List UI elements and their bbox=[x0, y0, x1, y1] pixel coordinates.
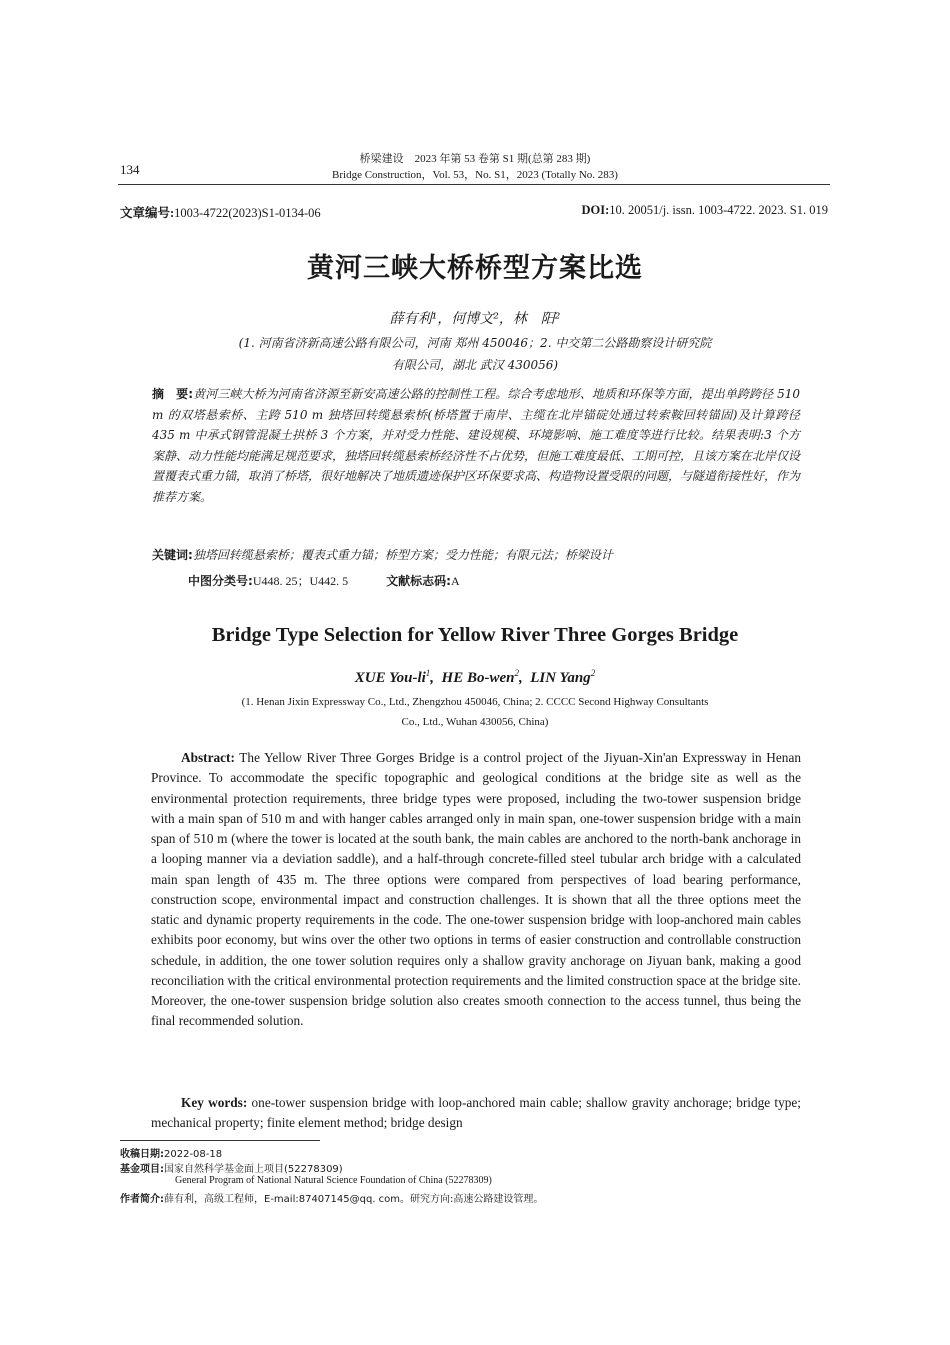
en-affiliation-line2: Co., Ltd., Wuhan 430056, China) bbox=[401, 716, 549, 728]
doc-code-label: 文献标志码: bbox=[386, 574, 451, 588]
en-author2: HE Bo-wen bbox=[441, 670, 515, 686]
cn-affiliation-line2: 有限公司，湖北 武汉 430056) bbox=[391, 358, 559, 372]
cn-keywords-label: 关键词: bbox=[152, 548, 193, 562]
author-info-value: 薛有利，高级工程师，E-mail:87407145@qq. com。研究方向:高速公路建设管理。 bbox=[164, 1194, 544, 1205]
en-authors: XUE You-$li^1$, HE Bo-wen$^2$, LIN Yang$^2$ bbox=[354, 668, 596, 686]
cn-keywords-text: 独塔回转缆悬索桥；覆表式重力锚；桥型方案；受力性能；有限元法；桥梁设计 bbox=[192, 548, 613, 562]
en-author2-sup: 2 bbox=[514, 668, 519, 678]
article-number-label: 文章编号: bbox=[120, 206, 175, 220]
page-number: 134 bbox=[120, 162, 140, 177]
class-value: U448. 25；U442. 5 bbox=[252, 574, 349, 588]
doc-code-value: A bbox=[450, 574, 460, 588]
received-label: 收稿日期: bbox=[120, 1149, 164, 1160]
journal-header-en: Bridge Construction，Vol. 53，No. S1，2023 (Totally No. 283) bbox=[332, 169, 618, 181]
cn-affiliation-line1: (1. 河南省济新高速公路有限公司，河南 郑州 450046；2. 中交第二公路勘察设计研究院 bbox=[238, 336, 712, 350]
en-abstract-text: The Yellow River Three Gorges Bridge is a control project of the Jiyuan-Xin'an Expressway in Henan Province. To accommodate the specific topographic and geological conditions at the bridge site as well as the environmental protection requirements, three bridge types were proposed, including the two-tower suspension bridge with a main span of 510 m and with hanger cables arranged only in main span, one-tower suspension bridge with a main span of 510 m (where the tower is located at the south bank, the main cables are anchored to the north-bank anchorage in a looping manner via a deviation saddle), and a half-through concrete-filled steel tubular arch bridge with a calculated main span length of 435 m. The three options were compared from perspectives of load bearing performance, construction scope, environmental impact and construction challenges. It is shown that all the three options meet the static and dynamic property requirements in the code. The one-tower suspension bridge with loop-anchored main cables exhibits poor economy, but wins over the other two options in terms of easier construction and controllable construction schedule, in addition, the one tower solution requires only a shallow gravity anchorage on Jiyuan bank, making a good reconciliation with the critical environmental protection requirements and the limited construction space at the bridge site. Moreover, the one-tower suspension bridge solution also creates smooth connection to the access tunnel, thus being the final recommended solution. bbox=[151, 750, 801, 1029]
cn-abstract bbox=[152, 384, 800, 508]
article-number-value: 1003-4722(2023)S1-0134-06 bbox=[174, 206, 321, 220]
en-author1-sup: 1 bbox=[425, 668, 431, 678]
en-keywords bbox=[151, 1093, 801, 1134]
cn-authors: 薛有利¹，何博文²，林 阳² bbox=[389, 311, 561, 327]
footnote-fund-en: General Program of National Natural Science Foundation of China (52278309) bbox=[175, 1175, 492, 1186]
cn-keywords bbox=[152, 546, 613, 563]
doi bbox=[0, 203, 828, 218]
en-abstract bbox=[151, 748, 801, 1032]
received-value: 2022-08-18 bbox=[164, 1149, 223, 1160]
footnote-divider bbox=[120, 1140, 320, 1141]
fund-label: 基金项目: bbox=[120, 1164, 164, 1175]
footnote-received bbox=[120, 1145, 222, 1160]
en-author1: XUE You-li bbox=[354, 670, 426, 686]
doi-value: 10. 20051/j. issn. 1003-4722. 2023. S1. 019 bbox=[609, 203, 828, 217]
cn-abstract-label: 摘 要: bbox=[152, 387, 194, 401]
en-author3-sup: 2 bbox=[590, 668, 596, 678]
footnote-fund bbox=[120, 1160, 343, 1175]
cn-abstract-text: 黄河三峡大桥为河南省济源至新安高速公路的控制性工程。综合考虑地形、地质和环保等方面，提出单跨跨径 510 m 的双塔悬索桥、主跨 510 m 独塔回转缆悬索桥(桥塔置于南岸、主缆在北岸锚碇处通过转索鞍回转锚固)及计算跨径 435 m 中承式钢管混凝土拱桥 3 个方案，并对受力性能、建设规模、环境影响、施工难度等进行比较。结果表明:3 个方案静、动力性能均能满足规范要求，独塔回转缆悬索桥经济性不占优势，但施工难度最低、工期可控，且该方案在北岸仅设置覆表式重力锚，取消了桥塔，很好地解决了地质遗迹保护区环保要求高、构造物设置受限的问题，与隧道衔接性好，作为推荐方案。 bbox=[152, 387, 801, 504]
cn-classification bbox=[188, 572, 460, 589]
footnote-author bbox=[120, 1190, 543, 1205]
en-keywords-text: one-tower suspension bridge with loop-anchored main cable; shallow gravity anchorage; bridge type; mechanical property; finite element method; bridge design bbox=[151, 1095, 801, 1131]
en-author3: LIN Yang bbox=[530, 670, 591, 686]
cn-title: 黄河三峡大桥桥型方案比选 bbox=[307, 253, 643, 284]
en-title: Bridge Type Selection for Yellow River Three Gorges Bridge bbox=[211, 624, 739, 646]
header-divider bbox=[118, 184, 830, 185]
en-affiliation-line1: (1. Henan Jixin Expressway Co., Ltd., Zhengzhou 450046, China; 2. CCCC Second Highway Consultants bbox=[241, 696, 709, 708]
class-label: 中图分类号: bbox=[188, 574, 253, 588]
journal-header-cn: 桥梁建设 2023 年第 53 卷第 S1 期(总第 283 期) bbox=[359, 153, 591, 165]
en-abstract-label: Abstract: bbox=[181, 750, 235, 765]
en-keywords-label: Key words: bbox=[181, 1095, 248, 1110]
doi-label: DOI: bbox=[581, 203, 610, 217]
author-info-label: 作者简介: bbox=[120, 1194, 164, 1205]
fund-cn: 国家自然科学基金面上项目(52278309) bbox=[164, 1164, 343, 1175]
